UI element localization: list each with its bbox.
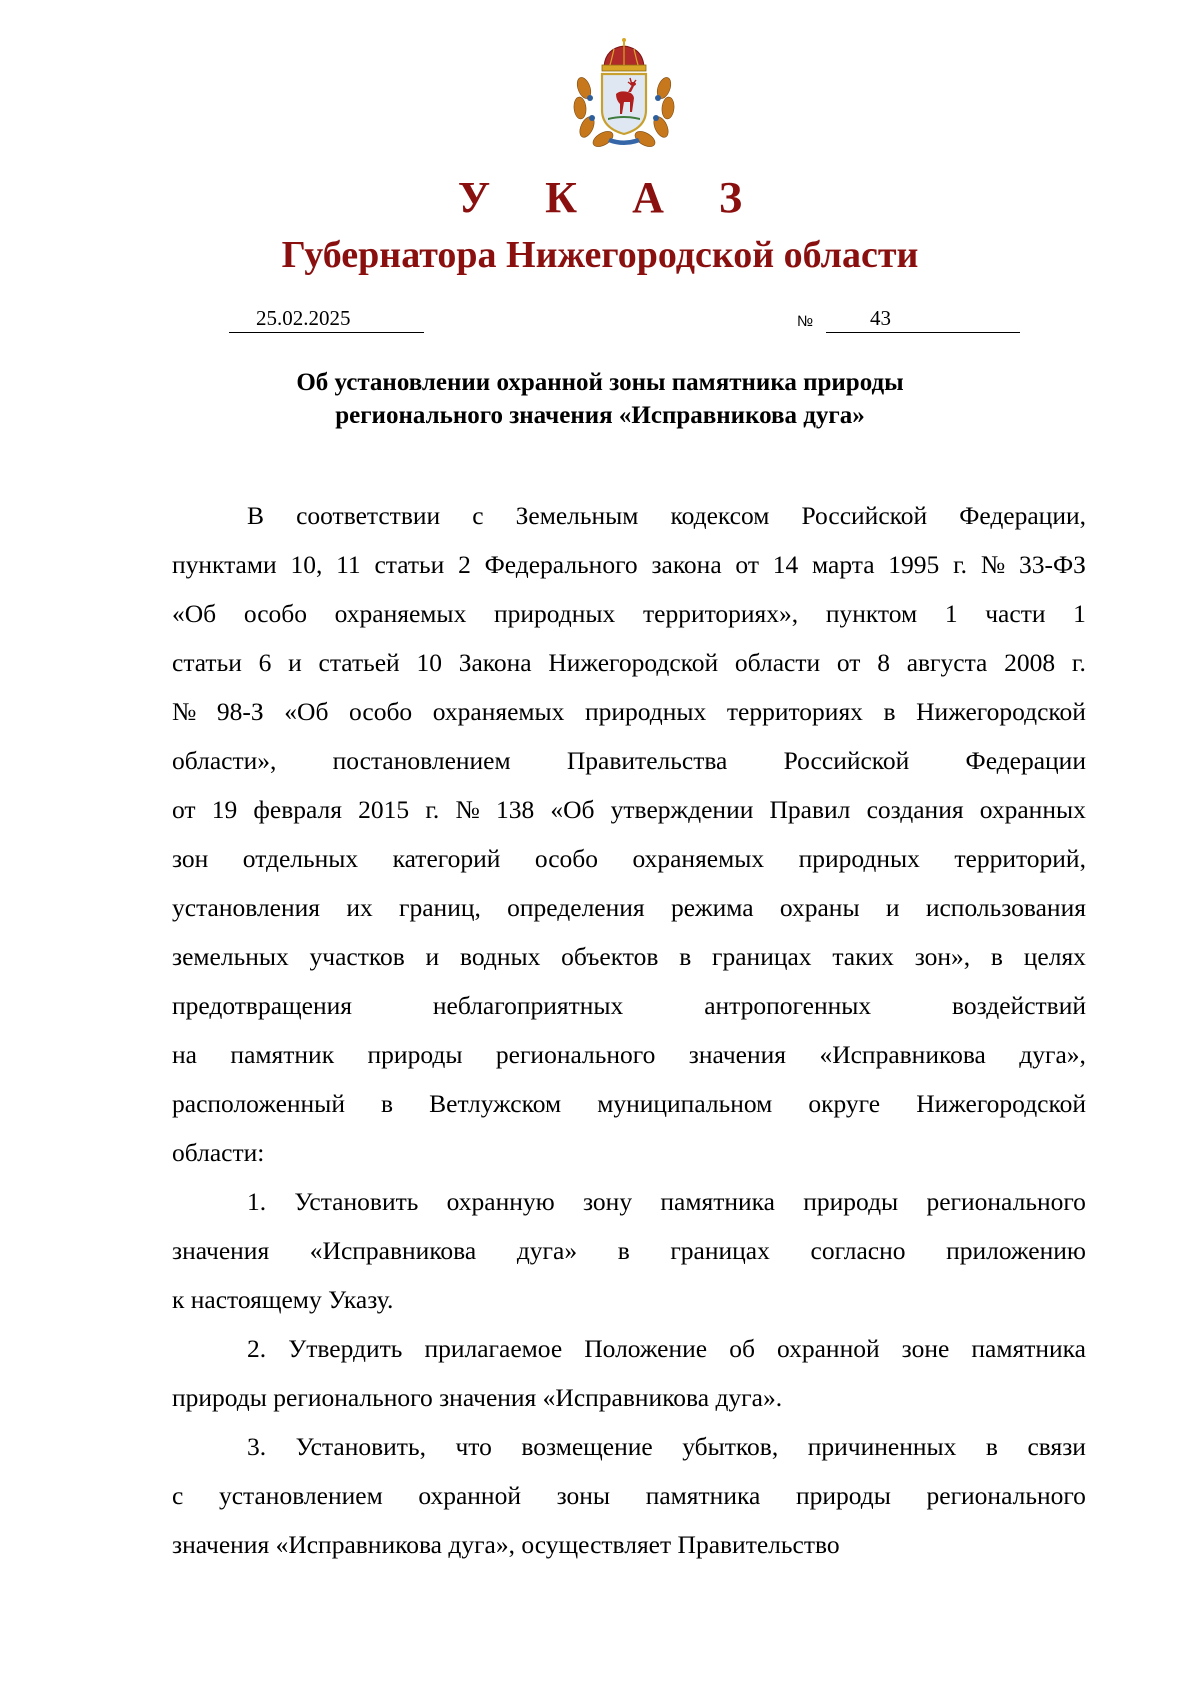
word: соответствии <box>296 501 441 530</box>
text-line <box>172 687 1086 736</box>
word: природы <box>795 1481 891 1510</box>
word: водных <box>459 942 541 971</box>
word: части <box>985 599 1046 628</box>
word: возмещение <box>521 1432 653 1461</box>
word: февраля <box>253 795 343 824</box>
text-line <box>172 1079 1086 1128</box>
word: «Об <box>172 599 217 628</box>
word: памятника <box>971 1334 1086 1363</box>
word: что <box>455 1432 492 1461</box>
word: охранную <box>446 1187 555 1216</box>
document-body <box>172 491 1086 1569</box>
word: утверждении <box>610 795 754 824</box>
word: Правительства <box>566 746 728 775</box>
word: от <box>836 648 861 677</box>
word: от <box>735 550 759 579</box>
word: значения <box>172 1236 270 1265</box>
word: 138 <box>495 795 535 824</box>
word: зоны <box>556 1481 611 1510</box>
word: в <box>381 1089 394 1118</box>
word: Российской <box>801 501 928 530</box>
word: природы <box>803 1187 899 1216</box>
word: с <box>172 1481 184 1510</box>
word: области: <box>172 1138 265 1167</box>
word: природы <box>367 1040 463 1069</box>
word: округе <box>808 1089 881 1118</box>
word: в <box>679 942 692 971</box>
text-line <box>172 540 1086 589</box>
text-line <box>172 1422 1086 1471</box>
word: убытков, <box>682 1432 779 1461</box>
word: регионального <box>273 1383 433 1412</box>
word: режима <box>670 893 754 922</box>
word: «Исправникова <box>542 1383 710 1412</box>
word: зон <box>172 844 209 873</box>
word: статьи <box>172 648 242 677</box>
text-line <box>172 1128 1086 1177</box>
word: значения <box>439 1383 537 1412</box>
word: границ, <box>399 893 481 922</box>
word: Правительство <box>677 1530 840 1559</box>
word: границах <box>670 1236 770 1265</box>
word: Федерального <box>484 550 638 579</box>
coat-of-arms-icon <box>570 38 678 150</box>
word: марта <box>812 550 875 579</box>
word: земельных <box>172 942 289 971</box>
word: охраняемых <box>632 844 765 873</box>
word: Нижегородской <box>548 648 719 677</box>
text-line <box>172 1520 1086 1569</box>
text-line <box>172 932 1086 981</box>
word: причиненных <box>807 1432 957 1461</box>
word: дуга», <box>1019 1040 1086 1069</box>
word: 19 <box>211 795 238 824</box>
word: в <box>985 1432 998 1461</box>
word: территориях <box>726 697 863 726</box>
document-subject <box>0 366 1200 432</box>
word: и <box>288 648 302 677</box>
document-date-value: 25.02.2025 <box>256 306 351 330</box>
word: 11 <box>336 550 361 579</box>
word: объектов <box>561 942 659 971</box>
word: значения <box>172 1530 270 1559</box>
word: г. <box>1071 648 1086 677</box>
word: регионального <box>495 1040 656 1069</box>
word: и <box>425 942 440 971</box>
word: 10 <box>416 648 442 677</box>
word: отдельных <box>242 844 359 873</box>
word: настоящему <box>190 1285 322 1314</box>
word: границах <box>712 942 812 971</box>
word: расположенный <box>172 1089 345 1118</box>
text-line <box>172 1177 1086 1226</box>
word: Нижегородской <box>916 697 1086 726</box>
word: особо <box>243 599 307 628</box>
word: дуга». <box>715 1383 783 1412</box>
word: постановлением <box>332 746 511 775</box>
word: пунктом <box>825 599 918 628</box>
subject-line: Об установлении охранной зоны памятника природы <box>296 369 904 396</box>
word: в <box>883 697 896 726</box>
word: Ветлужском <box>429 1089 562 1118</box>
issuer-title: Губернатора Нижегородской области <box>281 234 919 276</box>
item-2-paragraph <box>172 1324 1086 1422</box>
text-line <box>172 834 1086 883</box>
text-line <box>172 491 1086 540</box>
word: природы <box>172 1383 267 1412</box>
word: создания <box>866 795 964 824</box>
word: 6 <box>258 648 272 677</box>
word: охраняемых <box>334 599 467 628</box>
word: № <box>980 550 1006 579</box>
text-line <box>172 1373 1086 1422</box>
word: статьи <box>374 550 445 579</box>
word: 2. <box>247 1334 267 1363</box>
word: № <box>455 795 480 824</box>
word: 1 <box>1073 599 1086 628</box>
word: статьей <box>318 648 400 677</box>
word: № <box>172 697 197 726</box>
word: 98-З <box>216 697 264 726</box>
word: целях <box>1023 942 1086 971</box>
word: Положение <box>584 1334 708 1363</box>
word: Федерации, <box>959 501 1086 530</box>
word: г. <box>425 795 440 824</box>
word: охранной <box>418 1481 521 1510</box>
word: «Исправникова <box>275 1530 442 1559</box>
word: категорий <box>392 844 501 873</box>
document-number-value: 43 <box>870 306 891 330</box>
word: 1. <box>247 1187 267 1216</box>
word: памятника <box>660 1187 775 1216</box>
word: на <box>172 1040 197 1069</box>
preamble-paragraph <box>172 491 1086 1177</box>
word: установления <box>172 893 321 922</box>
word: участков <box>309 942 405 971</box>
word: «Об <box>284 697 329 726</box>
word: памятник <box>230 1040 335 1069</box>
word: 10, <box>290 550 323 579</box>
word: Правил <box>769 795 851 824</box>
word: Закона <box>458 648 532 677</box>
word: 8 <box>877 648 890 677</box>
word: территориях», <box>642 599 799 628</box>
word: зону <box>583 1187 633 1216</box>
word: Федерации <box>965 746 1086 775</box>
number-label: № <box>797 313 814 330</box>
word: 1 <box>944 599 958 628</box>
word: использования <box>925 893 1086 922</box>
text-line <box>172 1030 1086 1079</box>
word: осуществляет <box>521 1530 672 1559</box>
text-line <box>172 638 1086 687</box>
document-date <box>229 304 424 333</box>
word: Утвердить <box>288 1334 403 1363</box>
text-line <box>172 1226 1086 1275</box>
subject-line: регионального значения «Исправникова дуга» <box>335 402 865 429</box>
text-line <box>172 785 1086 834</box>
word: природных <box>798 844 920 873</box>
word: Установить <box>294 1187 419 1216</box>
document-type: У К А З <box>457 173 765 222</box>
word: охранной <box>776 1334 880 1363</box>
word: воздействий <box>952 991 1086 1020</box>
text-line <box>172 981 1086 1030</box>
word: значения <box>688 1040 786 1069</box>
word: неблагоприятных <box>432 991 624 1020</box>
word: природных <box>585 697 707 726</box>
word: Российской <box>783 746 910 775</box>
word: памятника <box>645 1481 761 1510</box>
word: закона <box>651 550 722 579</box>
word: охранных <box>979 795 1086 824</box>
word: 2015 <box>358 795 410 824</box>
word: в <box>617 1236 630 1265</box>
word: регионального <box>926 1187 1086 1216</box>
text-line <box>172 736 1086 785</box>
word: 1995 <box>888 550 940 579</box>
document-number <box>826 304 1020 333</box>
word: согласно <box>810 1236 906 1265</box>
word: зон», <box>914 942 971 971</box>
word: «Исправникова <box>819 1040 986 1069</box>
word: пунктами <box>172 550 277 579</box>
word: их <box>346 893 373 922</box>
word: охраны <box>779 893 860 922</box>
text-line <box>172 589 1086 638</box>
word: 33-ФЗ <box>1018 550 1086 579</box>
word: с <box>472 501 484 530</box>
word: особо <box>534 844 599 873</box>
word: «Об <box>550 795 595 824</box>
word: муниципальном <box>597 1089 773 1118</box>
word: определения <box>507 893 645 922</box>
word: предотвращения <box>172 991 352 1020</box>
text-line <box>172 1324 1086 1373</box>
word: связи <box>1027 1432 1086 1461</box>
item-1-paragraph <box>172 1177 1086 1324</box>
word: 14 <box>772 550 799 579</box>
word: кодексом <box>670 501 770 530</box>
word: 2008 <box>1004 648 1056 677</box>
word: Нижегородской <box>916 1089 1086 1118</box>
word: территорий, <box>954 844 1086 873</box>
text-line <box>172 1275 1086 1324</box>
word: к <box>172 1285 185 1314</box>
word: и <box>885 893 900 922</box>
word: 3. <box>247 1432 267 1461</box>
text-line <box>172 1471 1086 1520</box>
word: особо <box>349 697 413 726</box>
word: охраняемых <box>432 697 565 726</box>
word: от <box>172 795 196 824</box>
word: Установить, <box>295 1432 426 1461</box>
item-3-paragraph <box>172 1422 1086 1569</box>
word: установлением <box>218 1481 383 1510</box>
word: в <box>990 942 1003 971</box>
word: «Исправникова <box>309 1236 477 1265</box>
text-line <box>172 883 1086 932</box>
word: природных <box>494 599 616 628</box>
word: об <box>729 1334 755 1363</box>
word: таких <box>832 942 894 971</box>
word: августа <box>906 648 988 677</box>
word: области», <box>172 746 277 775</box>
word: дуга», <box>448 1530 515 1559</box>
word: дуга» <box>516 1236 578 1265</box>
word: 2 <box>458 550 471 579</box>
word: зоне <box>901 1334 950 1363</box>
word: области <box>734 648 821 677</box>
word: антропогенных <box>704 991 872 1020</box>
word: регионального <box>926 1481 1086 1510</box>
word: приложению <box>946 1236 1086 1265</box>
word: В <box>247 501 265 530</box>
word: Земельным <box>515 501 639 530</box>
word: г. <box>953 550 968 579</box>
word: прилагаемое <box>424 1334 563 1363</box>
word: Указу. <box>328 1285 394 1314</box>
